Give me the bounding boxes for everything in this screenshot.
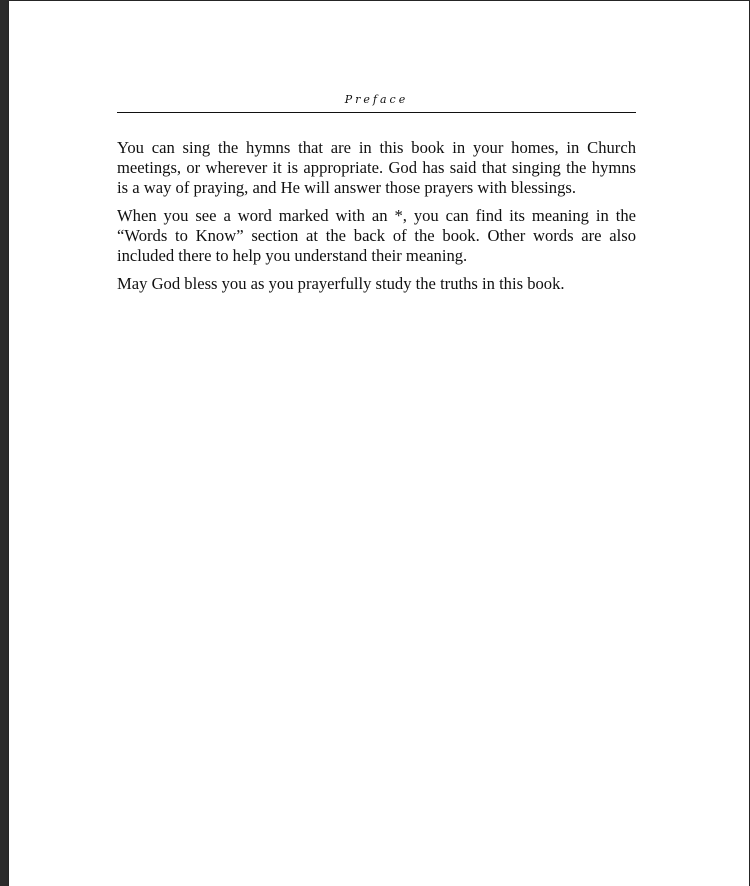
paragraph-blessing: May God bless you as you prayerfully study the truths in this book.	[117, 274, 565, 293]
paragraph-words-to-know: When you see a word marked with an *, you can find its meaning in the “Words to Know” section at the back of the book. Other words are also included there to help you understand their meaning.	[117, 206, 636, 265]
running-header: Preface	[344, 93, 409, 106]
page-body	[117, 138, 636, 302]
header-rule	[117, 112, 636, 113]
paragraph-hymns: You can sing the hymns that are in this book in your homes, in Church meetings, or wherever it is appropriate. God has said that singing the hymns is a way of praying, and He will answer those prayers with blessings.	[117, 138, 636, 197]
document-page	[9, 1, 749, 886]
